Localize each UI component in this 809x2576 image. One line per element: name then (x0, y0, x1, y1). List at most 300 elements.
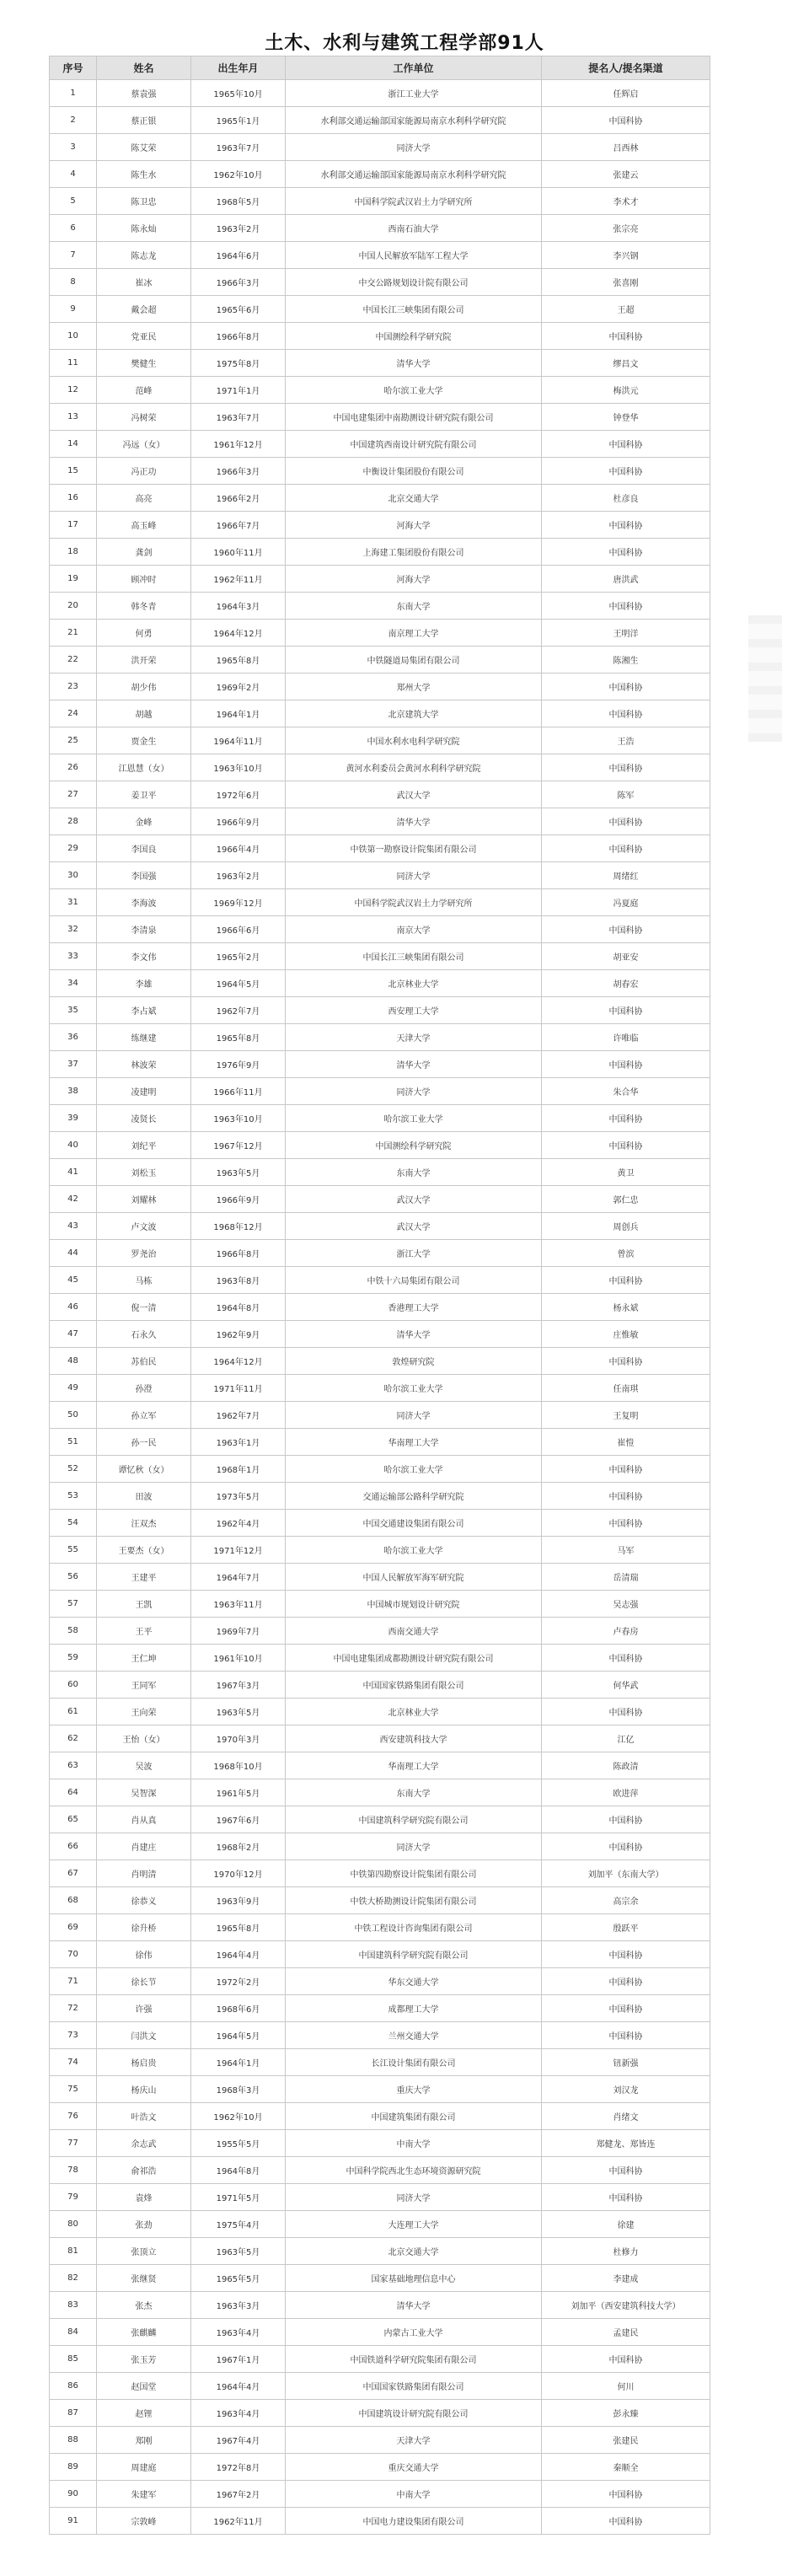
cell-nominator: 任南琪 (542, 1375, 710, 1402)
cell-name: 陈生水 (97, 161, 191, 188)
cell-name: 杨庆山 (97, 2076, 191, 2103)
table-row (50, 1645, 710, 1672)
cell-name: 马栋 (97, 1267, 191, 1294)
cell-nominator: 王复明 (542, 1402, 710, 1429)
cell-nominator: 中国科协 (542, 458, 710, 485)
cell-name: 田波 (97, 1483, 191, 1510)
cell-index: 22 (50, 647, 97, 674)
cell-name: 崔冰 (97, 269, 191, 296)
cell-employer: 清华大学 (286, 1051, 542, 1078)
table-row (50, 2211, 710, 2238)
table-row (50, 620, 710, 647)
cell-employer: 香港理工大学 (286, 1294, 542, 1321)
cell-name: 郑刚 (97, 2427, 191, 2454)
cell-birth: 1964年11月 (191, 727, 286, 754)
cell-nominator: 李建成 (542, 2265, 710, 2292)
cell-nominator: 中国科协 (542, 997, 710, 1024)
cell-birth: 1975年8月 (191, 350, 286, 377)
cell-name: 江恩慧（女） (97, 754, 191, 781)
cell-nominator: 中国科协 (542, 539, 710, 566)
cell-birth: 1970年3月 (191, 1725, 286, 1752)
cell-nominator: 中国科协 (542, 1833, 710, 1860)
cell-employer: 同济大学 (286, 1833, 542, 1860)
cell-name: 戴会超 (97, 296, 191, 323)
cell-nominator: 陈军 (542, 781, 710, 808)
cell-birth: 1965年8月 (191, 1914, 286, 1941)
cell-index: 88 (50, 2427, 97, 2454)
cell-name: 吴智深 (97, 1779, 191, 1806)
cell-birth: 1961年10月 (191, 1645, 286, 1672)
cell-name: 肖从真 (97, 1806, 191, 1833)
cell-birth: 1964年6月 (191, 242, 286, 269)
cell-birth: 1971年12月 (191, 1537, 286, 1564)
cell-birth: 1962年10月 (191, 161, 286, 188)
table-row (50, 107, 710, 134)
cell-employer: 水利部交通运输部国家能源局南京水利科学研究院 (286, 107, 542, 134)
cell-employer: 中国科学院西北生态环境资源研究院 (286, 2157, 542, 2184)
cell-name: 陈永灿 (97, 215, 191, 242)
cell-birth: 1967年2月 (191, 2481, 286, 2508)
cell-nominator: 中国科协 (542, 1806, 710, 1833)
table-row (50, 485, 710, 512)
table-row (50, 566, 710, 593)
cell-index: 91 (50, 2508, 97, 2535)
cell-name: 练继建 (97, 1024, 191, 1051)
cell-nominator: 刘加平（西安建筑科技大学） (542, 2292, 710, 2319)
cell-index: 6 (50, 215, 97, 242)
table-row (50, 431, 710, 458)
cell-birth: 1955年5月 (191, 2130, 286, 2157)
table-row (50, 80, 710, 107)
cell-employer: 中国国家铁路集团有限公司 (286, 1672, 542, 1699)
cell-employer: 中国人民解放军海军研究院 (286, 1564, 542, 1591)
cell-name: 张顶立 (97, 2238, 191, 2265)
cell-nominator: 黄卫 (542, 1159, 710, 1186)
cell-nominator: 钮新强 (542, 2049, 710, 2076)
cell-nominator: 彭永臻 (542, 2400, 710, 2427)
cell-nominator: 曾滨 (542, 1240, 710, 1267)
cell-employer: 华东交通大学 (286, 1968, 542, 1995)
cell-nominator: 中国科协 (542, 1483, 710, 1510)
cell-employer: 中国铁道科学研究院集团有限公司 (286, 2346, 542, 2373)
cell-employer: 华南理工大学 (286, 1752, 542, 1779)
table-row (50, 2076, 710, 2103)
table-row (50, 2184, 710, 2211)
cell-name: 徐长节 (97, 1968, 191, 1995)
cell-employer: 东南大学 (286, 1779, 542, 1806)
cell-name: 龚剑 (97, 539, 191, 566)
cell-nominator: 欧进萍 (542, 1779, 710, 1806)
table-row (50, 1348, 710, 1375)
cell-nominator: 高宗余 (542, 1887, 710, 1914)
cell-birth: 1963年7月 (191, 404, 286, 431)
cell-nominator: 中国科协 (542, 1348, 710, 1375)
cell-employer: 水利部交通运输部国家能源局南京水利科学研究院 (286, 161, 542, 188)
table-row (50, 2319, 710, 2346)
cell-name: 闫洪文 (97, 2022, 191, 2049)
cell-birth: 1967年4月 (191, 2427, 286, 2454)
table-row (50, 1267, 710, 1294)
cell-employer: 中国交通建设集团有限公司 (286, 1510, 542, 1537)
cell-employer: 天津大学 (286, 2427, 542, 2454)
cell-nominator: 中国科协 (542, 1968, 710, 1995)
page-title: 土木、水利与建筑工程学部91人 (265, 33, 544, 54)
cell-employer: 中国科学院武汉岩土力学研究所 (286, 889, 542, 916)
cell-index: 63 (50, 1752, 97, 1779)
cell-name: 凌建明 (97, 1078, 191, 1105)
cell-birth: 1969年7月 (191, 1618, 286, 1645)
cell-name: 刘松玉 (97, 1159, 191, 1186)
cell-birth: 1965年8月 (191, 647, 286, 674)
table-row (50, 1429, 710, 1456)
cell-name: 何勇 (97, 620, 191, 647)
cell-index: 33 (50, 943, 97, 970)
cell-birth: 1966年3月 (191, 269, 286, 296)
cell-employer: 上海建工集团股份有限公司 (286, 539, 542, 566)
cell-birth: 1966年7月 (191, 512, 286, 539)
cell-name: 汪双杰 (97, 1510, 191, 1537)
cell-index: 51 (50, 1429, 97, 1456)
cell-birth: 1966年9月 (191, 808, 286, 835)
cell-birth: 1960年11月 (191, 539, 286, 566)
cell-index: 55 (50, 1537, 97, 1564)
cell-employer: 内蒙古工业大学 (286, 2319, 542, 2346)
table-row (50, 350, 710, 377)
cell-index: 66 (50, 1833, 97, 1860)
cell-index: 19 (50, 566, 97, 593)
cell-name: 张麒麟 (97, 2319, 191, 2346)
cell-index: 84 (50, 2319, 97, 2346)
table-row (50, 916, 710, 943)
cell-employer: 中国科学院武汉岩土力学研究所 (286, 188, 542, 215)
cell-name: 高玉峰 (97, 512, 191, 539)
cell-employer: 中交公路规划设计院有限公司 (286, 269, 542, 296)
cell-index: 2 (50, 107, 97, 134)
cell-employer: 南京理工大学 (286, 620, 542, 647)
cell-nominator: 唐洪武 (542, 566, 710, 593)
cell-employer: 武汉大学 (286, 781, 542, 808)
cell-index: 54 (50, 1510, 97, 1537)
cell-nominator: 中国科协 (542, 1699, 710, 1725)
cell-birth: 1964年8月 (191, 1294, 286, 1321)
cell-employer: 中铁大桥勘测设计院集团有限公司 (286, 1887, 542, 1914)
cell-employer: 同济大学 (286, 1402, 542, 1429)
cell-index: 73 (50, 2022, 97, 2049)
cell-birth: 1963年5月 (191, 2238, 286, 2265)
cell-birth: 1964年3月 (191, 593, 286, 620)
cell-employer: 浙江工业大学 (286, 80, 542, 107)
cell-name: 徐升桥 (97, 1914, 191, 1941)
cell-nominator: 王明洋 (542, 620, 710, 647)
cell-employer: 中国城市规划设计研究院 (286, 1591, 542, 1618)
cell-birth: 1968年1月 (191, 1456, 286, 1483)
cell-birth: 1971年11月 (191, 1375, 286, 1402)
cell-employer: 哈尔滨工业大学 (286, 377, 542, 404)
table-row (50, 727, 710, 754)
cell-employer: 中国人民解放军陆军工程大学 (286, 242, 542, 269)
cell-name: 蔡袁强 (97, 80, 191, 107)
table-row (50, 2238, 710, 2265)
cell-name: 谭忆秋（女） (97, 1456, 191, 1483)
table-row (50, 377, 710, 404)
cell-nominator: 庄惟敏 (542, 1321, 710, 1348)
cell-name: 陈卫忠 (97, 188, 191, 215)
cell-employer: 成都理工大学 (286, 1995, 542, 2022)
table-row (50, 1833, 710, 1860)
cell-nominator: 张喜刚 (542, 269, 710, 296)
cell-birth: 1972年2月 (191, 1968, 286, 1995)
cell-name: 胡少伟 (97, 674, 191, 700)
cell-nominator: 中国科协 (542, 1051, 710, 1078)
table-row (50, 1887, 710, 1914)
cell-index: 46 (50, 1294, 97, 1321)
cell-index: 64 (50, 1779, 97, 1806)
cell-nominator: 郭仁忠 (542, 1186, 710, 1213)
cell-name: 肖建庄 (97, 1833, 191, 1860)
cell-birth: 1963年10月 (191, 754, 286, 781)
table-row (50, 1995, 710, 2022)
cell-employer: 东南大学 (286, 1159, 542, 1186)
header-employer: 工作单位 (286, 56, 542, 80)
table-row (50, 1699, 710, 1725)
table-row (50, 1941, 710, 1968)
cell-employer: 国家基础地理信息中心 (286, 2265, 542, 2292)
cell-name: 孙立军 (97, 1402, 191, 1429)
cell-name: 赵国堂 (97, 2373, 191, 2400)
cell-employer: 南京大学 (286, 916, 542, 943)
cell-name: 李占斌 (97, 997, 191, 1024)
cell-birth: 1965年6月 (191, 296, 286, 323)
cell-nominator: 中国科协 (542, 323, 710, 350)
cell-name: 卢文波 (97, 1213, 191, 1240)
cell-nominator: 杜彦良 (542, 485, 710, 512)
table-row (50, 808, 710, 835)
header-birth: 出生年月 (191, 56, 286, 80)
cell-nominator: 王浩 (542, 727, 710, 754)
cell-employer: 东南大学 (286, 593, 542, 620)
cell-name: 石永久 (97, 1321, 191, 1348)
cell-birth: 1968年12月 (191, 1213, 286, 1240)
cell-employer: 中国长江三峡集团有限公司 (286, 296, 542, 323)
cell-nominator: 梅洪元 (542, 377, 710, 404)
cell-employer: 长江设计集团有限公司 (286, 2049, 542, 2076)
cell-nominator: 江亿 (542, 1725, 710, 1752)
cell-birth: 1965年5月 (191, 2265, 286, 2292)
cell-index: 45 (50, 1267, 97, 1294)
cell-name: 李海波 (97, 889, 191, 916)
table-row (50, 1132, 710, 1159)
cell-name: 冯远（女） (97, 431, 191, 458)
cell-birth: 1964年8月 (191, 2157, 286, 2184)
table-row (50, 1105, 710, 1132)
cell-name: 李国良 (97, 835, 191, 862)
cell-index: 8 (50, 269, 97, 296)
cell-index: 13 (50, 404, 97, 431)
cell-employer: 哈尔滨工业大学 (286, 1456, 542, 1483)
cell-index: 39 (50, 1105, 97, 1132)
cell-name: 刘耀林 (97, 1186, 191, 1213)
cell-index: 24 (50, 700, 97, 727)
cell-name: 吴波 (97, 1752, 191, 1779)
cell-name: 姜卫平 (97, 781, 191, 808)
cell-nominator: 中国科协 (542, 1132, 710, 1159)
cell-index: 23 (50, 674, 97, 700)
cell-nominator: 中国科协 (542, 1105, 710, 1132)
cell-name: 李国强 (97, 862, 191, 889)
table-row (50, 1806, 710, 1833)
cell-birth: 1961年12月 (191, 431, 286, 458)
cell-index: 87 (50, 2400, 97, 2427)
cell-name: 王向荣 (97, 1699, 191, 1725)
cell-nominator: 中国科协 (542, 916, 710, 943)
cell-employer: 大连理工大学 (286, 2211, 542, 2238)
cell-birth: 1964年4月 (191, 2373, 286, 2400)
table-body (50, 80, 710, 2535)
cell-nominator: 许唯临 (542, 1024, 710, 1051)
cell-name: 王仁坤 (97, 1645, 191, 1672)
cell-employer: 中国建筑集团有限公司 (286, 2103, 542, 2130)
cell-birth: 1964年7月 (191, 1564, 286, 1591)
table-row (50, 889, 710, 916)
cell-nominator: 中国科协 (542, 808, 710, 835)
cell-employer: 哈尔滨工业大学 (286, 1375, 542, 1402)
cell-name: 王凯 (97, 1591, 191, 1618)
cell-name: 张杰 (97, 2292, 191, 2319)
table-header-row (50, 56, 710, 80)
cell-nominator: 何川 (542, 2373, 710, 2400)
cell-employer: 中铁工程设计咨询集团有限公司 (286, 1914, 542, 1941)
cell-birth: 1973年5月 (191, 1483, 286, 1510)
cell-index: 83 (50, 2292, 97, 2319)
table-row (50, 2427, 710, 2454)
cell-nominator: 中国科协 (542, 1456, 710, 1483)
table-row (50, 2292, 710, 2319)
cell-index: 30 (50, 862, 97, 889)
cell-birth: 1964年4月 (191, 1941, 286, 1968)
table-row (50, 1213, 710, 1240)
cell-birth: 1966年4月 (191, 835, 286, 862)
cell-employer: 清华大学 (286, 350, 542, 377)
header-nominator: 提名人/提名渠道 (542, 56, 710, 80)
cell-index: 36 (50, 1024, 97, 1051)
cell-index: 57 (50, 1591, 97, 1618)
cell-nominator: 中国科协 (542, 2481, 710, 2508)
cell-employer: 中国长江三峡集团有限公司 (286, 943, 542, 970)
cell-nominator: 李术才 (542, 188, 710, 215)
table-row (50, 215, 710, 242)
cell-nominator: 中国科协 (542, 2022, 710, 2049)
cell-name: 肖明清 (97, 1860, 191, 1887)
cell-index: 26 (50, 754, 97, 781)
cell-birth: 1963年9月 (191, 1887, 286, 1914)
table-row (50, 539, 710, 566)
cell-name: 罗尧治 (97, 1240, 191, 1267)
cell-name: 袁烽 (97, 2184, 191, 2211)
cell-index: 17 (50, 512, 97, 539)
cell-employer: 郑州大学 (286, 674, 542, 700)
cell-employer: 中铁第四勘察设计院集团有限公司 (286, 1860, 542, 1887)
cell-birth: 1966年6月 (191, 916, 286, 943)
cell-index: 44 (50, 1240, 97, 1267)
cell-index: 60 (50, 1672, 97, 1699)
table-row (50, 862, 710, 889)
cell-birth: 1966年9月 (191, 1186, 286, 1213)
cell-index: 74 (50, 2049, 97, 2076)
cell-employer: 中衡设计集团股份有限公司 (286, 458, 542, 485)
cell-nominator: 中国科协 (542, 593, 710, 620)
cell-index: 29 (50, 835, 97, 862)
cell-birth: 1962年7月 (191, 1402, 286, 1429)
cell-employer: 中国测绘科学研究院 (286, 1132, 542, 1159)
cell-index: 52 (50, 1456, 97, 1483)
cell-nominator: 张宗亮 (542, 215, 710, 242)
cell-name: 林波荣 (97, 1051, 191, 1078)
cell-name: 孙一民 (97, 1429, 191, 1456)
cell-birth: 1963年7月 (191, 134, 286, 161)
cell-employer: 同济大学 (286, 134, 542, 161)
cell-birth: 1968年2月 (191, 1833, 286, 1860)
cell-nominator: 陈政清 (542, 1752, 710, 1779)
cell-index: 3 (50, 134, 97, 161)
cell-index: 71 (50, 1968, 97, 1995)
table-row (50, 1914, 710, 1941)
cell-index: 5 (50, 188, 97, 215)
cell-birth: 1967年6月 (191, 1806, 286, 1833)
cell-name: 党亚民 (97, 323, 191, 350)
cell-index: 41 (50, 1159, 97, 1186)
cell-birth: 1963年5月 (191, 1699, 286, 1725)
cell-name: 李文伟 (97, 943, 191, 970)
cell-birth: 1964年1月 (191, 2049, 286, 2076)
cell-nominator: 钟登华 (542, 404, 710, 431)
cell-nominator: 中国科协 (542, 2346, 710, 2373)
cell-employer: 西南石油大学 (286, 215, 542, 242)
cell-birth: 1968年3月 (191, 2076, 286, 2103)
cell-nominator: 肖绪文 (542, 2103, 710, 2130)
cell-index: 31 (50, 889, 97, 916)
cell-employer: 北京建筑大学 (286, 700, 542, 727)
cell-index: 48 (50, 1348, 97, 1375)
cell-index: 68 (50, 1887, 97, 1914)
cell-nominator: 秦顺全 (542, 2454, 710, 2481)
page-edge-shadow (748, 615, 782, 742)
cell-nominator: 杜修力 (542, 2238, 710, 2265)
table-row (50, 754, 710, 781)
cell-nominator: 中国科协 (542, 2184, 710, 2211)
cell-nominator: 王超 (542, 296, 710, 323)
table-row (50, 593, 710, 620)
cell-nominator: 朱合华 (542, 1078, 710, 1105)
cell-index: 16 (50, 485, 97, 512)
table-row (50, 647, 710, 674)
cell-birth: 1967年1月 (191, 2346, 286, 2373)
cell-nominator: 刘加平（东南大学） (542, 1860, 710, 1887)
cell-nominator: 中国科协 (542, 754, 710, 781)
cell-nominator: 周创兵 (542, 1213, 710, 1240)
table-row (50, 2103, 710, 2130)
cell-name: 张劲 (97, 2211, 191, 2238)
cell-birth: 1964年5月 (191, 2022, 286, 2049)
cell-birth: 1971年5月 (191, 2184, 286, 2211)
cell-nominator: 吕西林 (542, 134, 710, 161)
cell-index: 11 (50, 350, 97, 377)
cell-birth: 1963年2月 (191, 862, 286, 889)
cell-birth: 1964年12月 (191, 620, 286, 647)
table-row (50, 1159, 710, 1186)
cell-name: 李清泉 (97, 916, 191, 943)
cell-birth: 1965年10月 (191, 80, 286, 107)
cell-index: 47 (50, 1321, 97, 1348)
